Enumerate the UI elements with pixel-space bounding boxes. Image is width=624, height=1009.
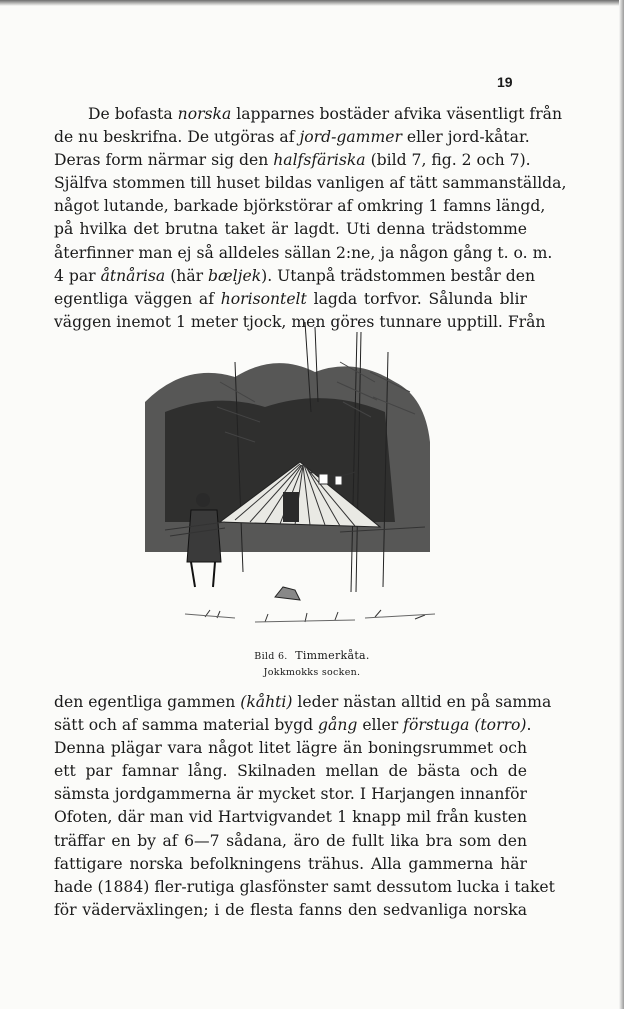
text-line (54, 876, 555, 899)
caption-number: Bild 6. (254, 651, 288, 662)
text-line (54, 103, 563, 126)
text-run: . (526, 716, 532, 735)
text-run: eller (357, 716, 404, 735)
text-line (54, 218, 527, 241)
text-run: leder nästan alltid en på samma (292, 693, 552, 711)
paragraph-1 (54, 103, 567, 334)
text-line (54, 288, 527, 311)
text-run: väggen inemot 1 meter tjock, men göres tunnare upptill. Från (54, 312, 546, 331)
caption-sub: Jokkmokks socken. (263, 667, 361, 678)
italic-run: norska (177, 105, 232, 123)
text-run: Själfva stommen till huset bildas vanligen af tätt sammanställda, (54, 174, 567, 193)
text-line (54, 149, 531, 172)
text-line (54, 242, 553, 265)
text-line (54, 714, 532, 737)
text-run: den egentliga gammen (54, 693, 241, 711)
text-run: (här (165, 266, 209, 285)
text-run: Ofoten, där man vid Hartvigvandet 1 knapp mil från kusten (54, 808, 527, 827)
page-number: 19 (497, 74, 513, 90)
text-run: (bild 7, fig. 2 och 7). (365, 151, 531, 170)
text-line (54, 853, 527, 876)
text-line (54, 195, 546, 218)
italic-run: horisontelt (220, 289, 307, 308)
text-run: de nu beskrifna. De utgöras af (54, 128, 300, 147)
text-line (54, 783, 527, 806)
text-run: något lutande, barkade björkstörar af omkring 1 famns längd, (54, 197, 546, 216)
text-run: 4 par (54, 266, 101, 285)
text-line (54, 760, 527, 783)
text-line (54, 172, 567, 195)
text-run: på hvilka det brutna taket är lagdt. Uti denna trädstomme (54, 220, 527, 239)
text-run: sätt och af samma material bygd (54, 716, 319, 735)
paragraph-2 (54, 691, 555, 922)
text-line (54, 899, 527, 922)
scan-edge-top (0, 0, 624, 6)
illustration-timber-hut (125, 322, 455, 644)
text-line (54, 737, 527, 760)
text-run: Deras form närmar sig den (54, 151, 274, 170)
text-run: ). Utanpå trädstommen består den (261, 266, 536, 285)
text-run: eller jord-kåtar. (401, 128, 530, 147)
italic-run: gång (318, 716, 358, 735)
scan-edge-right (619, 0, 624, 1009)
text-run: fattigare norska befolkningens trähus. Alla gammerna här (54, 854, 527, 873)
text-run: träffar en by af 6—7 sådana, äro de fullt lika bra som den (54, 831, 527, 850)
text-line (54, 691, 552, 714)
text-run: lapparnes bostäder afvika väsentligt från (231, 105, 563, 123)
text-line (54, 126, 530, 149)
italic-run: åtnårisa (100, 266, 166, 285)
figure-caption (0, 648, 624, 681)
italic-run: jord-gammer (299, 128, 402, 147)
text-run: Denna plägar vara något litet lägre än boningsrummet och (54, 739, 527, 758)
text-run: återfinner man ej så alldeles sällan 2:ne, ja någon gång t. o. m. (54, 243, 553, 262)
text-line (54, 830, 527, 853)
italic-run: förstuga (torro) (403, 716, 527, 735)
italic-run: (kåhti) (240, 693, 293, 711)
text-run: egentliga väggen af (54, 289, 221, 308)
caption-title: Timmerkåta. (295, 649, 370, 662)
text-run: lagda torfvor. Sålunda blir (306, 289, 527, 308)
italic-run: bæljek (208, 266, 262, 285)
text-run: för väderväxlingen; i de flesta fanns den sedvanliga norska (54, 900, 527, 919)
text-run: ett par famnar lång. Skilnaden mellan de bästa och de (54, 762, 527, 781)
text-run: sämsta jordgammerna är mycket stor. I Harjangen innanför (54, 785, 527, 804)
text-line (54, 806, 527, 829)
text-line (54, 265, 536, 288)
text-run: hade (1884) fler-rutiga glasfönster samt dessutom lucka i taket (54, 877, 555, 896)
text-run: De bofasta (88, 105, 178, 123)
italic-run: halfsfäriska (273, 151, 366, 170)
